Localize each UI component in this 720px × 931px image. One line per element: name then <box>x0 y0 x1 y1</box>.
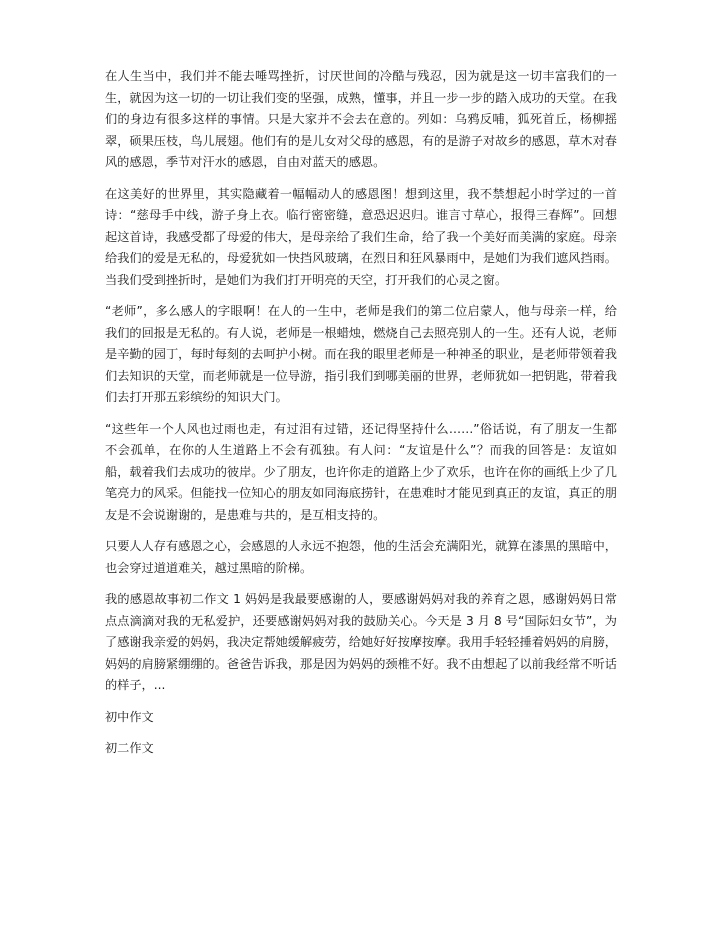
paragraph-gratitude-intro: 在人生当中，我们并不能去唾骂挫折，讨厌世间的冷酷与残忍，因为就是这一切丰富我们的一生，就因为这一切的一切让我们变的坚强，成熟，懂事，并且一步一步的踏入成功的天堂。在我们的身边有很多这样的事情。只是大家并不会去在意的。列如：乌鸦反哺，狐死首丘，杨柳摇翠，硕果压枝，鸟儿展翅。他们有的是儿女对父母的感恩，有的是游子对故乡的感恩，草木对春风的感恩，季节对汗水的感恩，自由对蓝天的感恩。 <box>105 69 617 169</box>
paragraph-friendship: “这些年一个人风也过雨也走，有过泪有过错，还记得坚持什么……”俗话说，有了朋友一生都不会孤单，在你的人生道路上不会有孤独。有人问：“友谊是什么”？而我的回答是：友谊如船，载着我们去成功的彼岸。少了朋友，也许你走的道路上少了欢乐，也许在你的画纸上少了几笔亮力的风采。但能找一位知心的朋友如同海底捞针，在患难时才能见到真正的友谊，真正的朋友是不会说谢谢的，是患难与共的，是互相支持的。 <box>105 421 617 522</box>
paragraph-teacher: “老师”，多么感人的字眼啊！在人的一生中，老师是我们的第二位启蒙人，他与母亲一样，给我们的回报是无私的。有人说，老师是一根蜡烛，燃烧自己去照亮别人的一生。还有人说，老师是辛勤的园丁，每时每刻的去呵护小树。而在我的眼里老师是一种神圣的职业，是老师带领着我们去知识的天堂，而老师就是一位导游，指引我们到哪美丽的世界，老师犹如一把钥匙，带着我们去打开那五彩缤纷的知识大门。 <box>105 304 617 404</box>
category-tag-grade-eight: 初二作文 <box>105 741 154 755</box>
category-tag-junior-high: 初中作文 <box>105 709 154 724</box>
paragraph-mother: 在这美好的世界里，其实隐藏着一幅幅动人的感恩图！想到这里，我不禁想起小时学过的一首诗：“慈母手中线，游子身上衣。临行密密缝，意恐迟迟归。谁言寸草心，报得三春辉”。回想起这首诗，我感受都了母爱的伟大，是母亲给了我们生命，给了我一个美好而美满的家庭。母亲给我们的爱是无私的，母爱犹如一快挡风玻璃，在烈日和狂风暴雨中，是她们为我们遮风挡雨。当我们受到挫折时，是她们为我们打开明亮的天空，打开我们的心灵之窗。 <box>105 186 617 287</box>
article-body <box>105 66 617 770</box>
paragraph-conclusion: 只要人人存有感恩之心，会感恩的人永远不抱怨，他的生活会充满阳光，就算在漆黑的黑暗中，也会穿过道道难关，越过黑暗的阶梯。 <box>105 539 617 575</box>
paragraph-story-excerpt: 我的感恩故事初二作文 1 妈妈是我最要感谢的人，要感谢妈妈对我的养育之恩，感谢妈妈日常点点滴滴对我的无私爱护，还要感谢妈妈对我的鼓励关心。今天是 3 月 8 号“国际妇女节”，为了感谢我亲爱的妈妈，我决定帮她缓解疲劳，给她好好按摩按摩。我用手轻轻捶着妈妈的肩膀，妈妈的肩膀紧绷绷的。爸爸告诉我，那是因为妈妈的颈椎不好。我不由想起了以前我经常不听话的样子，... <box>105 592 617 692</box>
